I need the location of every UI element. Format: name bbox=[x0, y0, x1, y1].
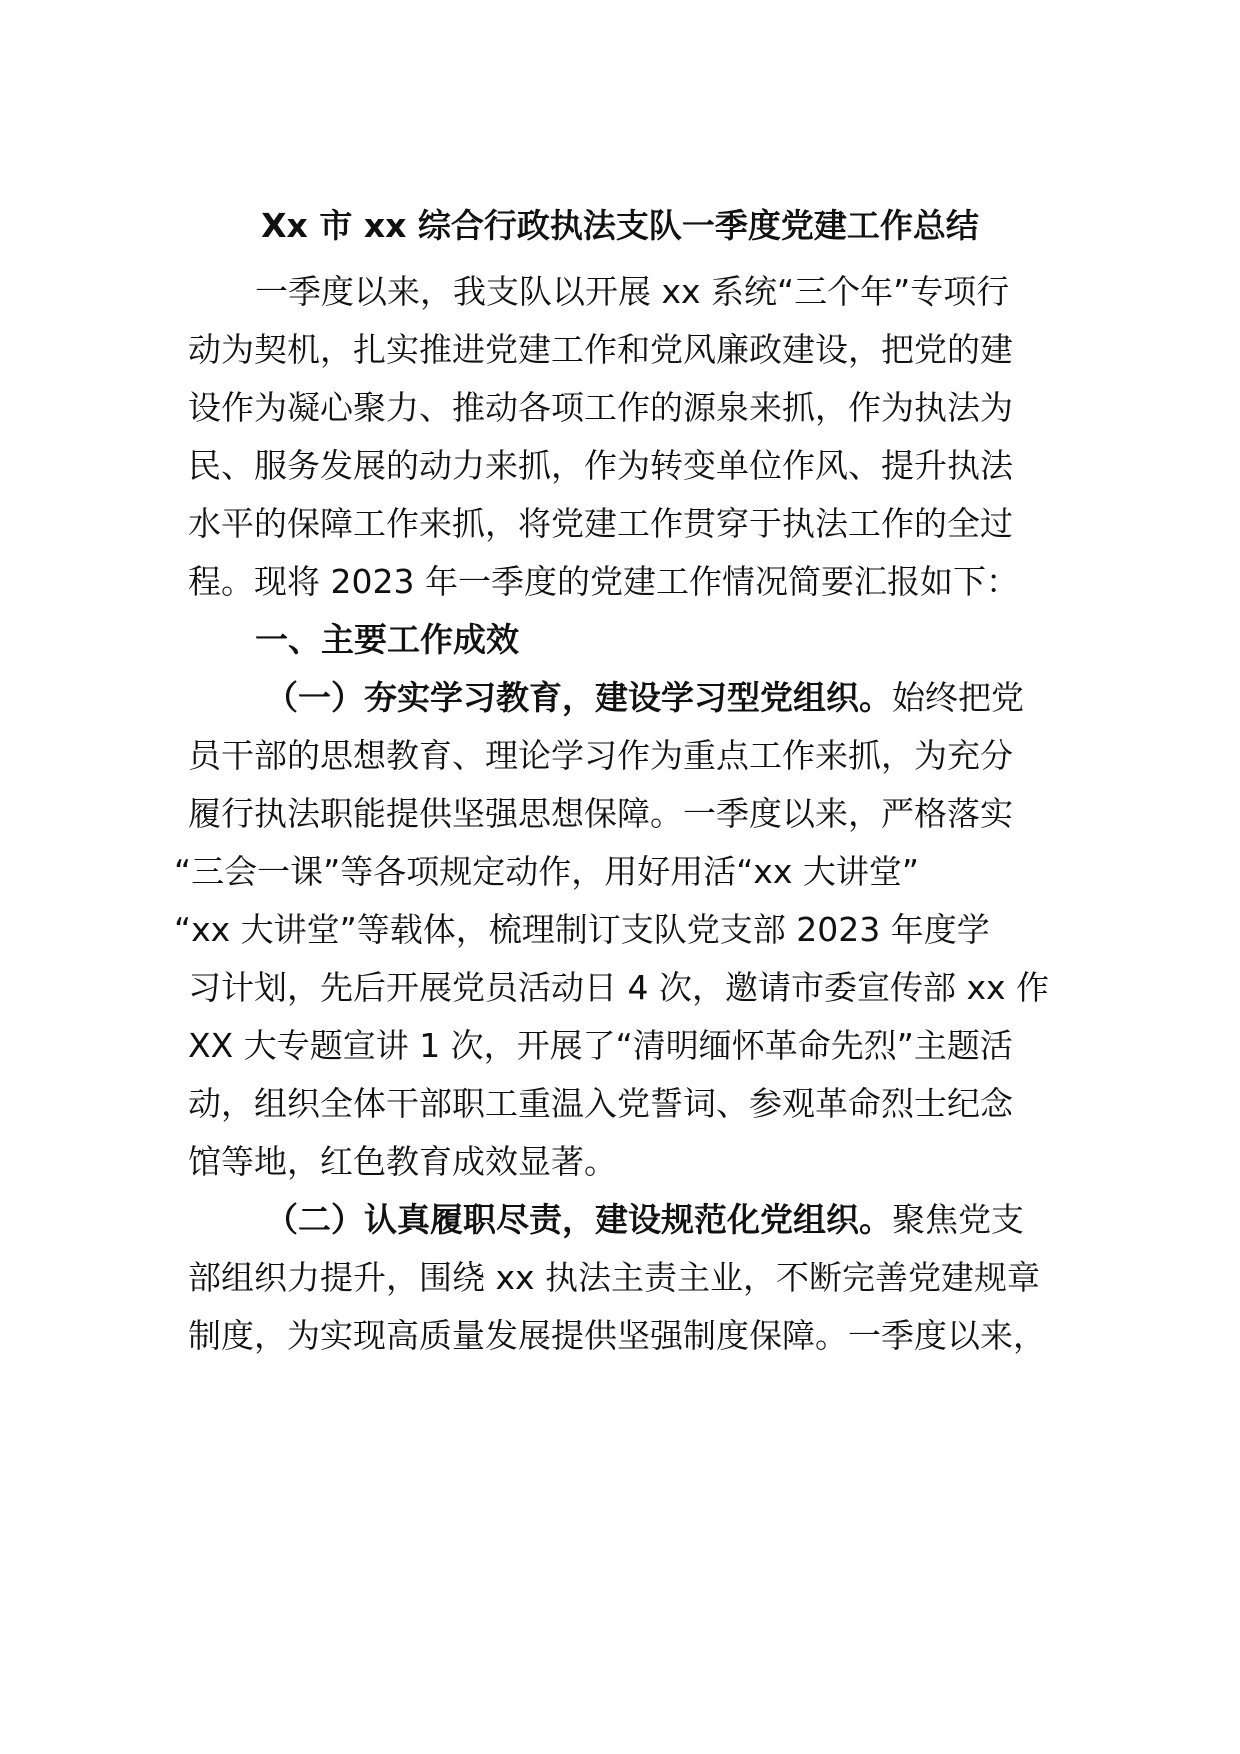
subsection-2-line-3: 制度，为实现高质量发展提供坚强制度保障。一季度以来， bbox=[188, 1316, 1046, 1355]
intro-line-3: 设作为凝心聚力、推动各项工作的源泉来抓，作为执法为 bbox=[188, 388, 1013, 427]
subsection-1-line-2: 员干部的思想教育、理论学习作为重点工作来抓，为充分 bbox=[188, 736, 1013, 775]
subsection-1-line-5: “xx 大讲堂”等载体，梳理制订支队党支部 2023 年度学 bbox=[174, 910, 990, 949]
subsection-1-line-7: XX 大专题宣讲 1 次，开展了“清明缅怀革命先烈”主题活 bbox=[188, 1026, 1013, 1065]
intro-line-6: 程。现将 2023 年一季度的党建工作情况简要汇报如下： bbox=[188, 562, 1019, 601]
subsection-1-line-3: 履行执法职能提供坚强思想保障。一季度以来，严格落实 bbox=[188, 794, 1013, 833]
intro-line-4: 民、服务发展的动力来抓，作为转变单位作风、提升执法 bbox=[188, 446, 1013, 485]
subsection-2-text-start: 聚焦党支 bbox=[892, 1200, 1024, 1239]
subsection-2-first-line bbox=[265, 1198, 1024, 1242]
subsection-1-line-9: 馆等地，红色教育成效显著。 bbox=[188, 1142, 617, 1181]
intro-line-1: 一季度以来，我支队以开展 xx 系统“三个年”专项行 bbox=[255, 272, 1010, 311]
document-title: Xx 市 xx 综合行政执法支队一季度党建工作总结 bbox=[261, 206, 979, 245]
subsection-1-line-6: 习计划，先后开展党员活动日 4 次，邀请市委宣传部 xx 作 bbox=[188, 968, 1050, 1007]
subsection-1-text-start: 始终把党 bbox=[892, 678, 1024, 717]
section-heading-main-achievements: 一、主要工作成效 bbox=[255, 620, 519, 659]
subsection-2-heading: （二）认真履职尽责，建设规范化党组织。 bbox=[265, 1200, 892, 1239]
intro-line-5: 水平的保障工作来抓，将党建工作贯穿于执法工作的全过 bbox=[188, 504, 1013, 543]
subsection-2-line-2: 部组织力提升，围绕 xx 执法主责主业，不断完善党建规章 bbox=[188, 1258, 1041, 1297]
subsection-1-first-line bbox=[265, 676, 1024, 720]
subsection-1-heading: （一）夯实学习教育，建设学习型党组织。 bbox=[265, 678, 892, 717]
intro-line-2: 动为契机，扎实推进党建工作和党风廉政建设，把党的建 bbox=[188, 330, 1013, 369]
subsection-1-line-4: “三会一课”等各项规定动作，用好用活“xx 大讲堂” bbox=[174, 852, 919, 891]
subsection-1-line-8: 动，组织全体干部职工重温入党誓词、参观革命烈士纪念 bbox=[188, 1084, 1013, 1123]
